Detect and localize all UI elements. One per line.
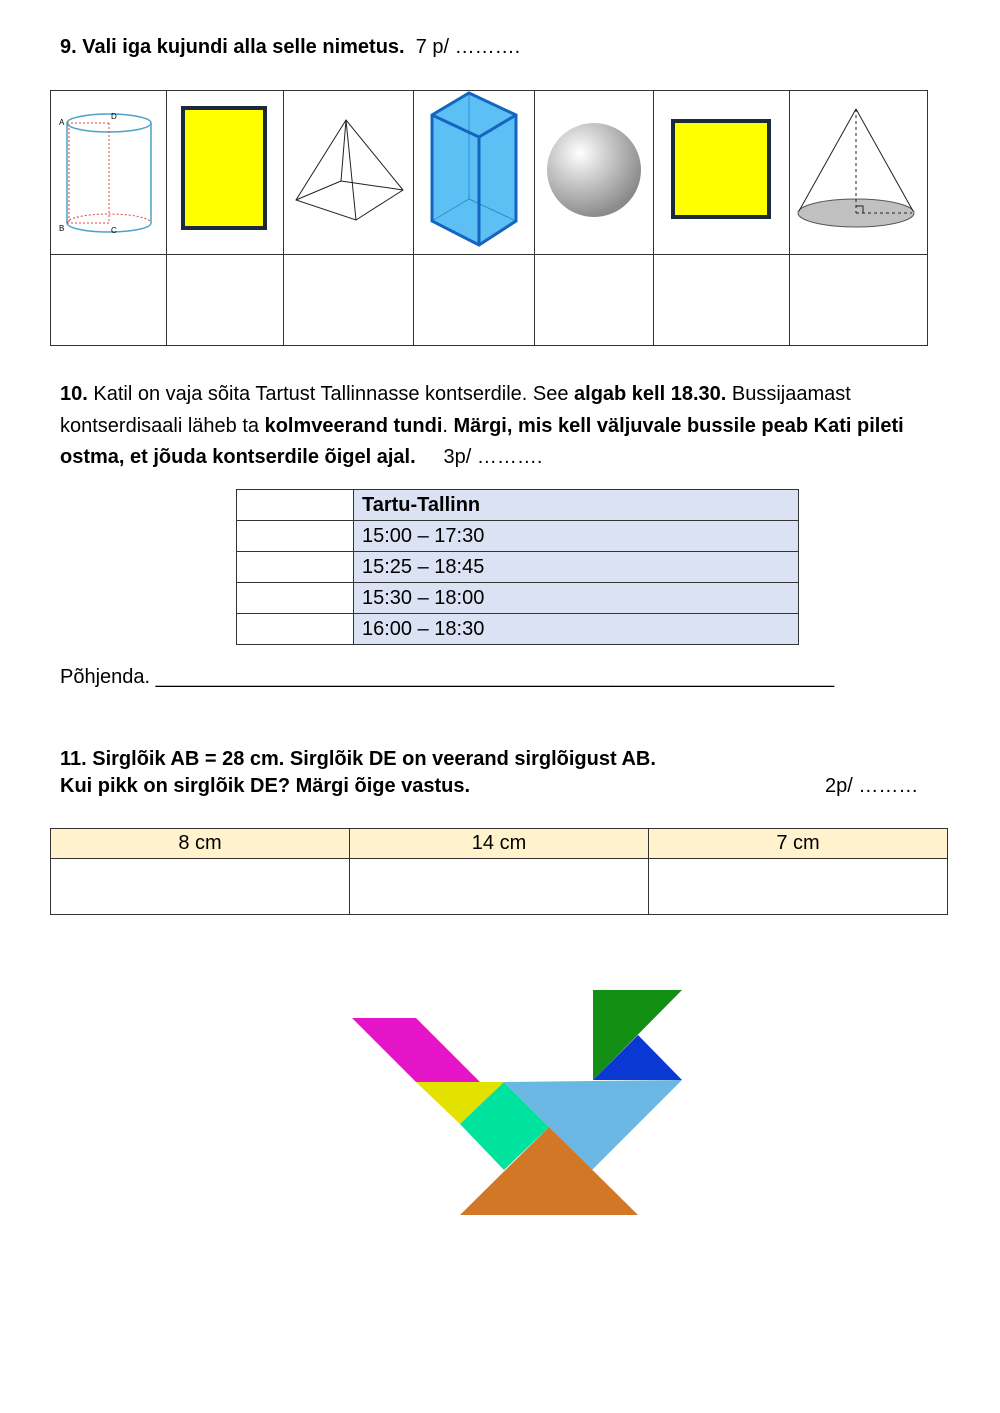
q10-text-3: . [442,414,454,437]
bus-schedule-table [236,489,799,645]
prism-cell [414,91,535,255]
q9-number: 9. [60,36,77,58]
mark-cell[interactable] [237,583,354,614]
cylinder-cell [51,91,167,255]
cylinder-label-d: D [110,112,117,121]
question-10 [60,379,960,474]
schedule-row: 16:00 – 18:30 [354,614,799,645]
answer-cell[interactable] [167,255,284,346]
question-11 [60,746,940,800]
option-answer-cell[interactable] [350,859,649,915]
reason-label: Põhjenda. [60,666,151,688]
option-answer-cell[interactable] [649,859,948,915]
shapes-table [50,90,928,346]
cone-cell [790,91,928,255]
option-label: 8 cm [51,829,350,859]
q10-text-2: Bussijaamast kontserdisaali läheb ta [60,383,851,437]
reason-blank[interactable]: _____________________________________________________________ [155,666,835,688]
mark-cell[interactable] [237,552,354,583]
q10-points: 3p/ ………. [443,446,543,468]
square-cell [654,91,790,255]
tangram-parallelogram [352,1018,480,1082]
cone-image [796,105,921,235]
cylinder-label-c: C [110,226,117,235]
schedule-row: 15:25 – 18:45 [354,552,799,583]
schedule-row: 15:30 – 18:00 [354,583,799,614]
q10-number: 10. [60,383,88,405]
options-table [50,828,948,915]
q11-line-1: 11. Sirglõik AB = 28 cm. Sirglõik DE on veerand sirglõigust AB. [60,748,656,770]
q11-points: 2p/ ……… [825,775,919,797]
q10-text-1: Katil on vaja sõita Tartust Tallinnasse kontserdile. See [87,383,575,405]
q10-bold-1: algab kell 18.30. [574,383,727,405]
prism-image [424,91,524,249]
q10-bold-2: kolmveerand tundi [264,414,443,437]
q9-points: 7 p/ ………. [415,36,521,58]
answer-cell[interactable] [414,255,535,346]
question-9 [60,36,520,59]
reason-line[interactable] [60,666,834,689]
q9-text: Vali iga kujundi alla selle nimetus. [82,36,405,58]
schedule-header: Tartu-Tallinn [354,490,799,521]
q10-bold-3: Märgi, mis kell väljuvale bussile peab Kati pileti ostma, et jõuda kontserdile õigel ajal. [60,414,904,468]
cylinder-label-b: B [58,224,64,233]
cylinder-image [53,95,165,245]
option-answer-cell[interactable] [51,859,350,915]
pyramid-cell [284,91,414,255]
rectangle-cell [167,91,284,255]
sphere-cell [535,91,654,255]
option-label: 14 cm [350,829,649,859]
answer-cell[interactable] [654,255,790,346]
mark-cell [237,490,354,521]
answer-cell[interactable] [284,255,414,346]
answer-cell[interactable] [51,255,167,346]
mark-cell[interactable] [237,614,354,645]
tangram-figure [350,988,685,1218]
mark-cell[interactable] [237,521,354,552]
square-image [670,118,774,222]
answer-cell[interactable] [790,255,928,346]
cylinder-label-a: A [58,118,64,127]
answer-cell[interactable] [535,255,654,346]
q11-line-2: Kui pikk on sirglõik DE? Märgi õige vastus. [60,775,471,797]
sphere-image [544,120,644,220]
pyramid-image [291,115,406,225]
option-label: 7 cm [649,829,948,859]
schedule-row: 15:00 – 17:30 [354,521,799,552]
rectangle-image [180,105,270,235]
